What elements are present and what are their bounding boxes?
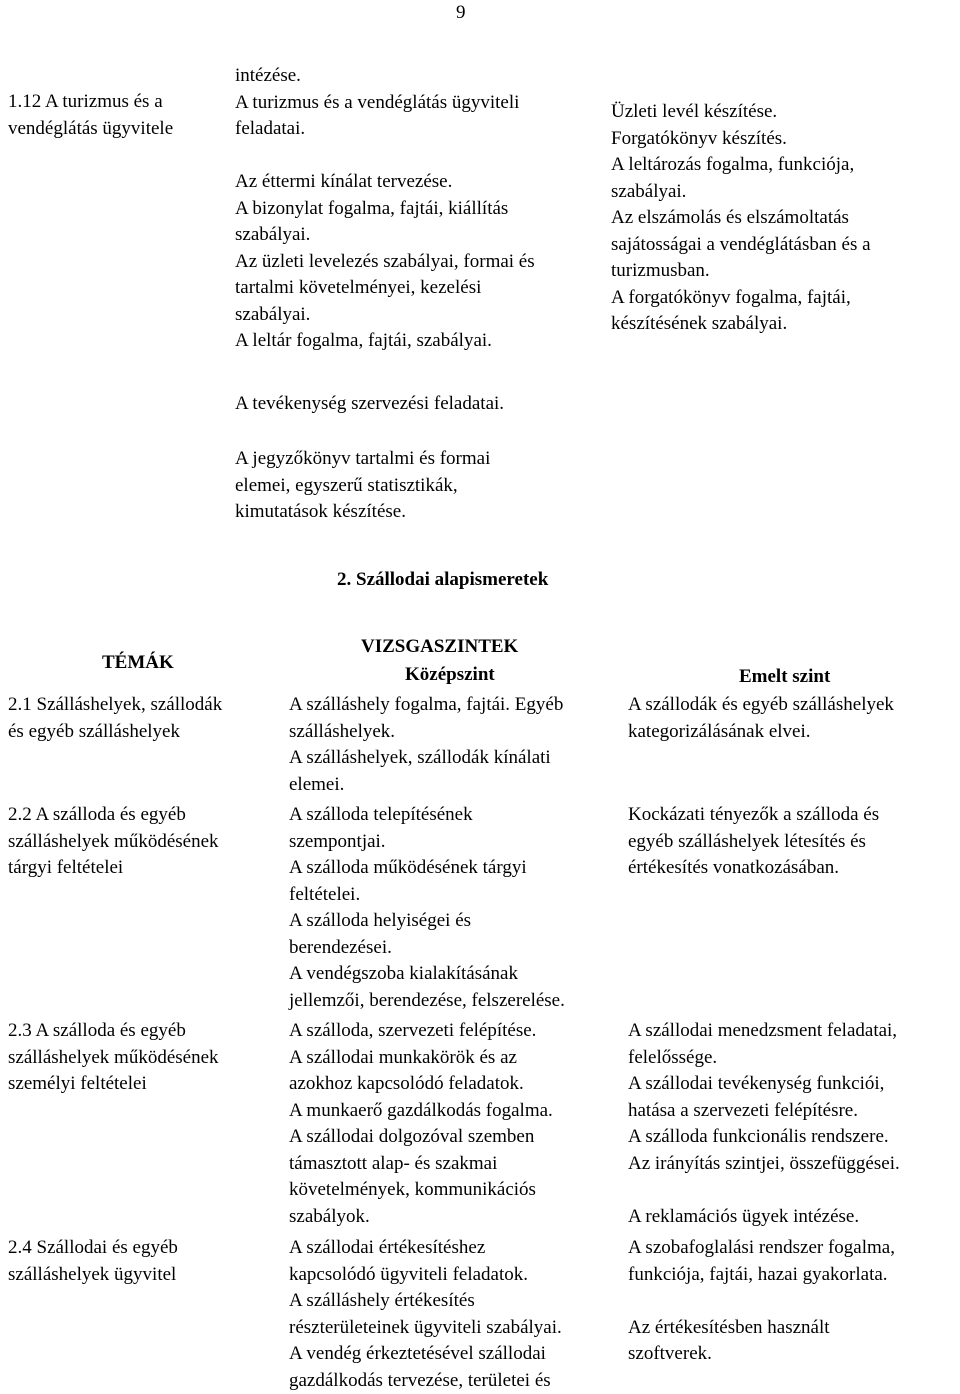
text-line: szabályai. <box>235 224 311 245</box>
text-line: személyi feltételei <box>8 1073 147 1094</box>
text-line: A szállodai munkakörök és az <box>289 1046 517 1068</box>
text-line: A reklamációs ügyek intézése. <box>628 1205 860 1227</box>
header-mid: Középszint <box>405 664 495 685</box>
text-line: hatása a szervezeti felépítésre. <box>628 1099 858 1121</box>
section1-mid-col-a <box>235 63 535 355</box>
row-2-4-topic <box>8 1235 178 1288</box>
text-line: szabályok. <box>289 1205 370 1227</box>
text-line: funkciója, fajtái, hazai gyakorlata. <box>628 1263 888 1285</box>
text-line: 2.4 Szállodai és egyéb <box>8 1237 178 1258</box>
row-2-1-mid <box>289 692 563 798</box>
row-2-3-mid <box>289 1018 553 1230</box>
text-line: A szálloda telepítésének <box>289 804 473 825</box>
row-2-1-adv <box>628 692 894 745</box>
row-2-4-adv <box>628 1235 895 1368</box>
text-line: szálláshelyek ügyvitel <box>8 1263 177 1285</box>
text-line: elemei, egyszerű statisztikák, <box>235 474 458 496</box>
section2-title: 2. Szállodai alapismeretek <box>337 569 549 590</box>
text-line: jellemzői, berendezése, felszerelése. <box>289 989 565 1011</box>
section1-topic <box>8 89 173 142</box>
text-line: Az éttermi kínálat tervezése. <box>235 171 453 192</box>
text-line: szabályai. <box>235 303 311 325</box>
row-2-3-adv <box>628 1018 900 1230</box>
text-line: A vendégszoba kialakításának <box>289 963 518 984</box>
text-line: 2.2 A szálloda és egyéb <box>8 804 186 825</box>
text-line: és egyéb szálláshelyek <box>8 720 180 742</box>
text-line: elemei. <box>289 773 345 795</box>
text-line: szálláshelyek. <box>289 720 396 742</box>
text-line: 1.12 A turizmus és a <box>8 91 163 112</box>
text-line: A forgatókönyv fogalma, fajtái, <box>611 286 851 308</box>
text-line: A szálloda helyiségei és <box>289 910 472 931</box>
text-line: tartalmi követelményei, kezelési <box>235 277 482 298</box>
header-levels: VIZSGASZINTEK <box>361 636 519 657</box>
text-line <box>235 143 535 170</box>
text-line: 2.3 A szálloda és egyéb <box>8 1020 186 1041</box>
text-line: Forgatókönyv készítés. <box>611 127 787 149</box>
text-line: intézése. <box>235 65 301 86</box>
text-line: tárgyi feltételei <box>8 857 124 878</box>
text-line: A jegyzőkönyv tartalmi és formai <box>235 448 491 469</box>
text-line: A szálláshely fogalma, fajtái. Egyéb <box>289 694 564 715</box>
text-line: Az üzleti levelezés szabályai, formai és <box>235 250 535 272</box>
text-line: A vendég érkeztetésével szállodai <box>289 1343 546 1364</box>
text-line <box>628 1177 900 1204</box>
text-line: feltételei. <box>289 883 361 905</box>
text-line: kimutatások készítése. <box>235 501 406 522</box>
text-line: Üzleti levél készítése. <box>611 101 778 122</box>
text-line: A szállodák és egyéb szálláshelyek <box>628 694 894 715</box>
row-2-3-topic <box>8 1018 219 1098</box>
text-line: részterületeinek ügyviteli szabályai. <box>289 1316 562 1338</box>
row-2-2-topic <box>8 802 219 882</box>
text-line: Az elszámolás és elszámoltatás <box>611 207 849 228</box>
text-line: felelőssége. <box>628 1046 718 1068</box>
text-line: A szálláshely értékesítés <box>289 1290 475 1311</box>
text-line <box>628 1288 895 1315</box>
text-line: kapcsolódó ügyviteli feladatok. <box>289 1263 529 1285</box>
text-line: szabályai. <box>611 180 687 202</box>
text-line: szempontjai. <box>289 830 386 852</box>
text-line: vendéglátás ügyvitele <box>8 117 174 139</box>
text-line: A turizmus és a vendéglátás ügyviteli <box>235 91 520 113</box>
text-line: 2.1 Szálláshelyek, szállodák <box>8 694 223 715</box>
text-line: A szállodai tevékenység funkciói, <box>628 1073 885 1094</box>
row-2-2-adv <box>628 802 879 882</box>
text-line: A tevékenység szervezési feladatai. <box>235 393 505 414</box>
text-line: kategorizálásának elvei. <box>628 720 811 742</box>
text-line: A szállodai menedzsment feladatai, <box>628 1020 898 1041</box>
row-2-2-mid <box>289 802 565 1014</box>
section1-mid-col-b <box>235 391 504 418</box>
text-line: A szálloda funkcionális rendszere. <box>628 1126 889 1147</box>
text-line: A szállodai dolgozóval szemben <box>289 1126 535 1147</box>
text-line: A szálloda működésének tárgyi <box>289 857 527 878</box>
row-2-1-topic <box>8 692 222 745</box>
text-line: A szálloda, szervezeti felépítése. <box>289 1020 537 1041</box>
text-line: feladatai. <box>235 118 306 139</box>
text-line: készítésének szabályai. <box>611 313 788 334</box>
page-number: 9 <box>456 2 466 23</box>
text-line: A munkaerő gazdálkodás fogalma. <box>289 1099 553 1121</box>
text-line: berendezései. <box>289 936 392 958</box>
section1-right-col <box>611 99 871 338</box>
text-line: szálláshelyek működésének <box>8 1046 219 1068</box>
text-line: követelmények, kommunikációs <box>289 1179 536 1200</box>
text-line: gazdálkodás tervezése, területei és <box>289 1369 551 1391</box>
text-line: szoftverek. <box>628 1343 712 1364</box>
text-line: egyéb szálláshelyek létesítés és <box>628 830 866 852</box>
text-line: azokhoz kapcsolódó feladatok. <box>289 1073 524 1094</box>
row-2-4-mid <box>289 1235 562 1394</box>
text-line: A szálláshelyek, szállodák kínálati <box>289 747 551 768</box>
text-line: A szállodai értékesítéshez <box>289 1237 486 1258</box>
text-line: támasztott alap- és szakmai <box>289 1152 498 1174</box>
header-adv: Emelt szint <box>739 666 831 687</box>
text-line: A bizonylat fogalma, fajtái, kiállítás <box>235 197 509 219</box>
text-line: A leltározás fogalma, funkciója, <box>611 154 855 175</box>
text-line: értékesítés vonatkozásában. <box>628 857 840 878</box>
text-line: szálláshelyek működésének <box>8 830 219 852</box>
text-line: A leltár fogalma, fajtái, szabályai. <box>235 330 492 351</box>
header-topics: TÉMÁK <box>102 652 174 673</box>
text-line: Az értékesítésben használt <box>628 1316 830 1338</box>
text-line: sajátosságai a vendéglátásban és a <box>611 233 871 255</box>
text-line: turizmusban. <box>611 260 710 281</box>
section1-mid-col-c <box>235 446 490 526</box>
text-line: Kockázati tényezők a szálloda és <box>628 804 880 825</box>
text-line: A szobafoglalási rendszer fogalma, <box>628 1237 895 1258</box>
text-line: Az irányítás szintjei, összefüggései. <box>628 1152 900 1174</box>
